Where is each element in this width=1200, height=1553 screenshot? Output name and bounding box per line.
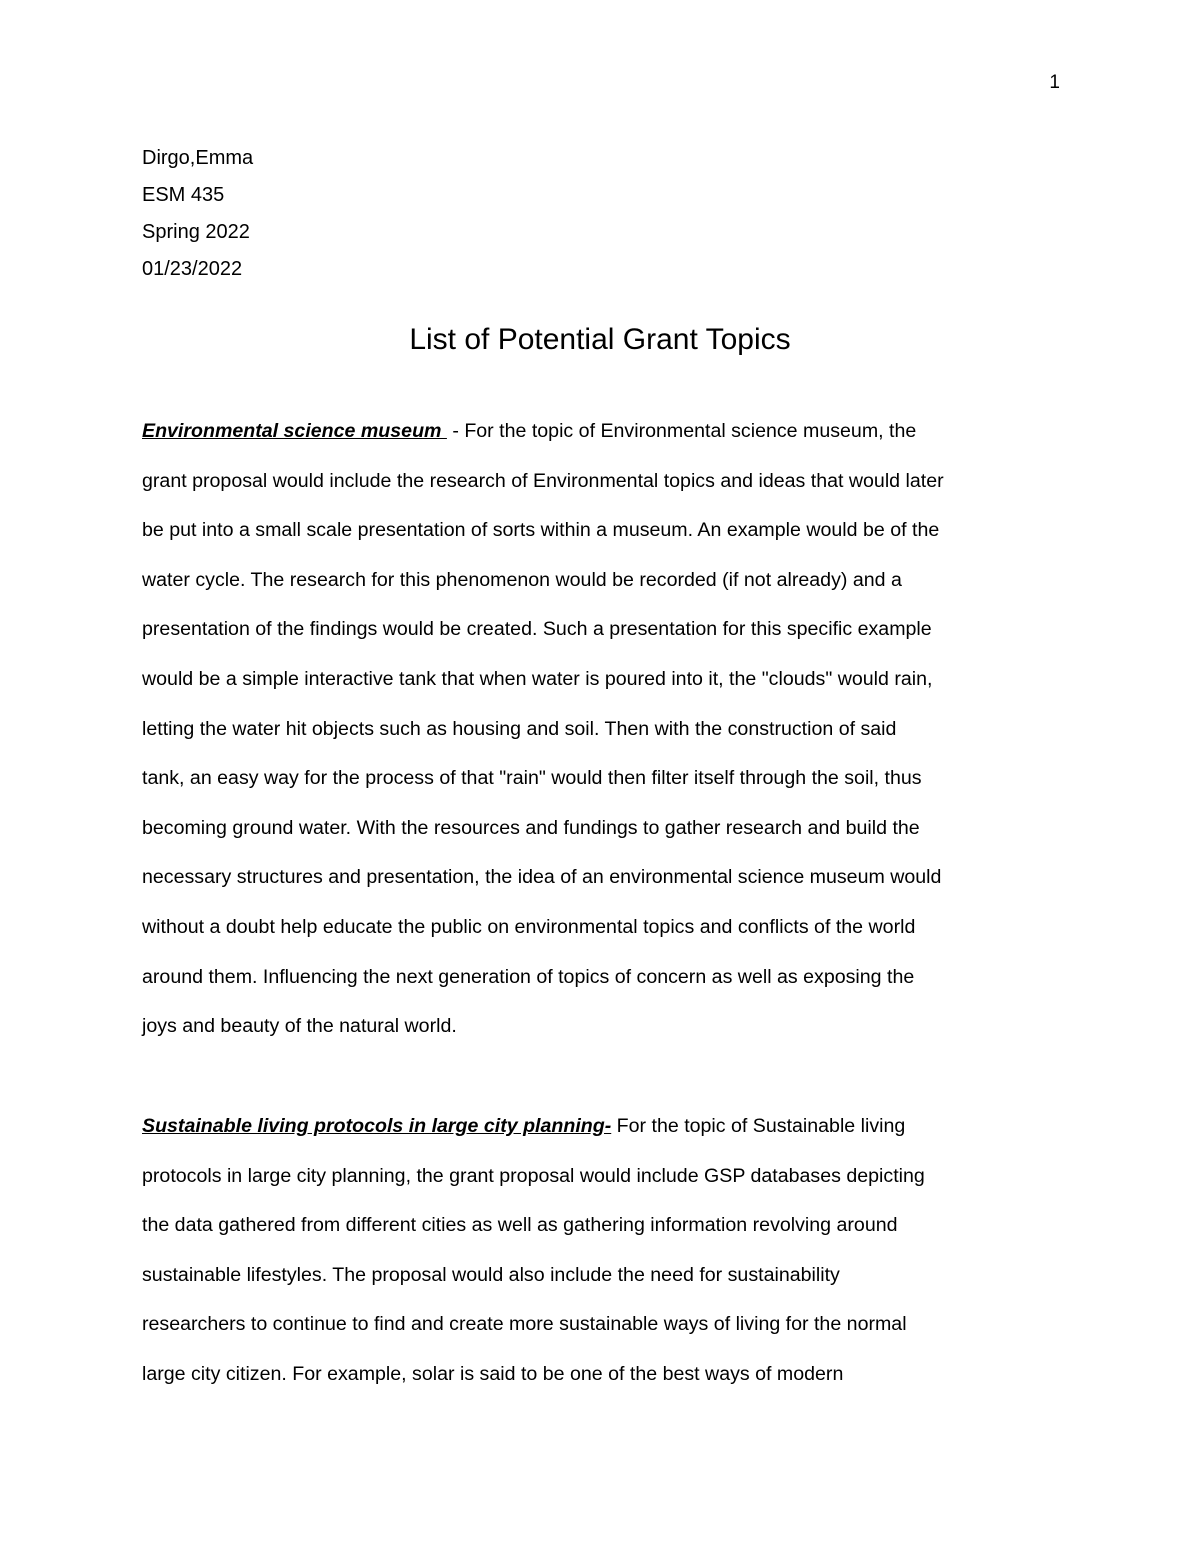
paragraph-line: without a doubt help educate the public on environmental topics and conflicts of the world [142,915,916,938]
paragraph-text: - For the topic of Environmental science museum, the [446,420,917,442]
paragraph-line: presentation of the findings would be created. Such a presentation for this specific example [142,618,932,641]
student-name: Dirgo,Emma [142,147,254,169]
topic-section-environmental-museum [142,407,944,1052]
document-title: List of Potential Grant Topics [409,323,791,356]
paragraph-line [142,407,944,457]
paragraph-line: the data gathered from different cities as well as gathering information revolving around [142,1214,898,1237]
paragraph-line: large city citizen. For example, solar is said to be one of the best ways of modern [142,1362,844,1385]
student-header [142,140,253,288]
paragraph-line: necessary structures and presentation, the idea of an environmental science museum would [142,866,942,889]
topic-section-sustainable-living [142,1102,925,1400]
section-heading: Environmental science museum [142,420,447,442]
paragraph-line: becoming ground water. With the resources and fundings to gather research and build the [142,816,920,839]
paragraph-line: tank, an easy way for the process of that "rain" would then filter itself through the soil, thus [142,767,922,790]
paragraph-line: letting the water hit objects such as housing and soil. Then with the construction of said [142,717,897,740]
date: 01/23/2022 [142,258,243,280]
paragraph-line: water cycle. The research for this phenomenon would be recorded (if not already) and a [142,568,902,591]
section-heading: Sustainable living protocols in large city planning- [142,1115,612,1137]
paragraph-text: For the topic of Sustainable living [611,1115,906,1137]
paragraph-line: would be a simple interactive tank that when water is poured into it, the "clouds" would rain, [142,667,933,690]
paragraph-line [142,1102,925,1152]
paragraph-line: around them. Influencing the next generation of topics of concern as well as exposing the [142,965,915,988]
paragraph-line: be put into a small scale presentation of sorts within a museum. An example would be of the [142,519,940,542]
paragraph-line: grant proposal would include the research of Environmental topics and ideas that would later [142,469,944,492]
paragraph-line: joys and beauty of the natural world. [142,1015,457,1038]
term: Spring 2022 [142,221,250,243]
paragraph-line: researchers to continue to find and create more sustainable ways of living for the normal [142,1313,907,1336]
paragraph-line: protocols in large city planning, the grant proposal would include GSP databases depicting [142,1164,925,1187]
page-number: 1 [1049,72,1060,93]
course-code: ESM 435 [142,184,225,206]
paragraph-line: sustainable lifestyles. The proposal would also include the need for sustainability [142,1263,840,1286]
